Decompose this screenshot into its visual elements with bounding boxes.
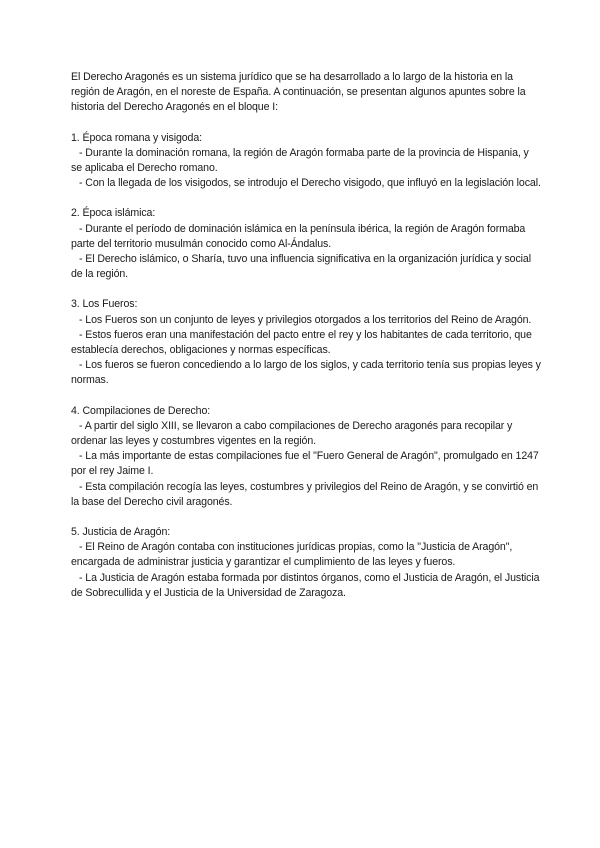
section-title: 1. Época romana y visigoda:	[71, 131, 202, 144]
bullet-item: - Durante la dominación romana, la región de Aragón formaba parte de la provincia de Hispania, y se aplicaba el Derecho romano.	[71, 146, 529, 175]
bullet-text: A partir del siglo XIII, se llevaron a cabo compilaciones de Derecho aragonés para recopilar y ordenar las leyes y costumbres vigentes en la región.	[71, 419, 513, 448]
bullet-text: La Justicia de Aragón estaba formada por distintos órganos, como el Justicia de Aragón, el Justicia de Sobrecullida y el Justicia de la Universidad de Zaragoza.	[71, 571, 540, 599]
section-epoca-romana	[71, 131, 541, 192]
bullet-text: El Reino de Aragón contaba con instituciones jurídicas propias, como la "Justicia de Aragón", encargada de administrar justicia y garantizar el cumplimiento de las leyes y fueros.	[71, 541, 513, 569]
section-title: 5. Justicia de Aragón:	[71, 526, 171, 539]
bullet-item: - Durante el período de dominación islámica en la península ibérica, la región de Aragón formaba parte del territorio musulmán conocido como Al-Ándalus.	[71, 222, 526, 250]
bullet-text: Los fueros se fueron concediendo a lo largo de los siglos, y cada territorio tenía sus propias leyes y normas.	[71, 359, 541, 387]
bullet-item: - El Reino de Aragón contaba con instituciones jurídicas propias, como la "Justicia de Aragón", encargada de administrar justicia y garantizar el cumplimiento de las leyes y fueros.	[71, 541, 513, 569]
section-epoca-islamica	[71, 206, 541, 282]
intro-paragraph: El Derecho Aragonés es un sistema jurídico que se ha desarrollado a lo largo de la historia en la región de Aragón, en el noreste de España. A continuación, se presentan algunos apuntes sobre la historia del Derecho Aragonés en el bloque I:	[71, 71, 526, 114]
bullet-text: Los Fueros son un conjunto de leyes y privilegios otorgados a los territorios del Reino de Aragón.	[85, 313, 532, 326]
section-fueros	[71, 297, 541, 388]
bullet-text: Con la llegada de los visigodos, se introdujo el Derecho visigodo, que influyó en la legislación local.	[85, 177, 541, 190]
bullet-text: El Derecho islámico, o Sharía, tuvo una influencia significativa en la organización jurídica y social de la región.	[71, 253, 531, 281]
bullet-text: La más importante de estas compilaciones fue el "Fuero General de Aragón", promulgado en 1247 por el rey Jaime I.	[71, 450, 539, 478]
document-page	[71, 70, 541, 616]
bullet-item: - Con la llegada de los visigodos, se introdujo el Derecho visigodo, que influyó en la legislación local.	[79, 177, 541, 190]
bullet-text: Esta compilación recogía las leyes, costumbres y privilegios del Reino de Aragón, y se convirtió en la base del Derecho civil aragonés.	[71, 480, 539, 508]
section-justicia	[71, 525, 541, 601]
bullet-text: Durante la dominación romana, la región de Aragón formaba parte de la provincia de Hispania, y se aplicaba el Derecho romano.	[71, 146, 529, 175]
section-compilaciones	[71, 404, 541, 510]
bullet-item: - Esta compilación recogía las leyes, costumbres y privilegios del Reino de Aragón, y se convirtió en la base del Derecho civil aragonés.	[71, 480, 539, 508]
section-title: 2. Época islámica:	[71, 207, 156, 220]
section-title: 4. Compilaciones de Derecho:	[71, 404, 211, 417]
bullet-text: Estos fueros eran una manifestación del pacto entre el rey y los habitantes de cada territorio, que establecía derechos, obligaciones y normas específicas.	[71, 328, 532, 357]
section-title: 3. Los Fueros:	[71, 298, 138, 311]
bullet-item: - Los fueros se fueron concediendo a lo largo de los siglos, y cada territorio tenía sus propias leyes y normas.	[71, 359, 541, 387]
bullet-item: - La Justicia de Aragón estaba formada por distintos órganos, como el Justicia de Aragón, el Justicia de Sobrecullida y el Justicia de la Universidad de Zaragoza.	[71, 571, 540, 599]
bullet-item: - Estos fueros eran una manifestación del pacto entre el rey y los habitantes de cada territorio, que establecía derechos, obligaciones y normas específicas.	[71, 328, 532, 357]
bullet-text: Durante el período de dominación islámica en la península ibérica, la región de Aragón formaba parte del territorio musulmán conocido como Al-Ándalus.	[71, 222, 526, 250]
bullet-item: - La más importante de estas compilaciones fue el "Fuero General de Aragón", promulgado en 1247 por el rey Jaime I.	[71, 450, 539, 478]
bullet-item: - El Derecho islámico, o Sharía, tuvo una influencia significativa en la organización jurídica y social de la región.	[71, 253, 531, 281]
bullet-item: - A partir del siglo XIII, se llevaron a cabo compilaciones de Derecho aragonés para recopilar y ordenar las leyes y costumbres vigentes en la región.	[71, 419, 513, 448]
bullet-item: - Los Fueros son un conjunto de leyes y privilegios otorgados a los territorios del Reino de Aragón.	[79, 313, 532, 326]
